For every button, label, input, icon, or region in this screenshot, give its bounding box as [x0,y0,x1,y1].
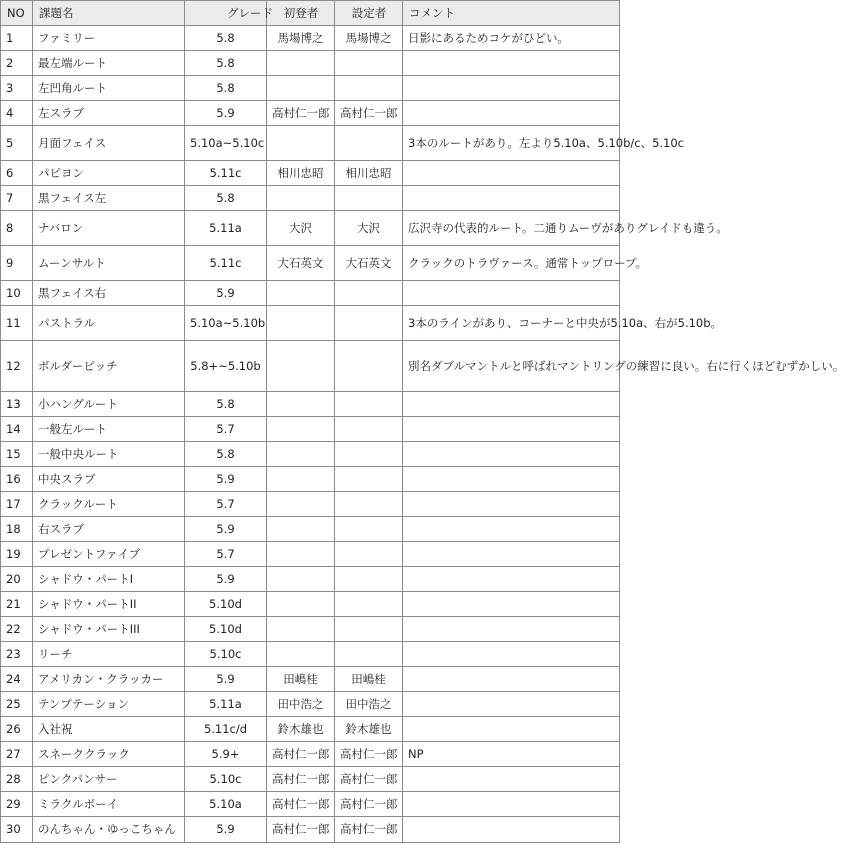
route-grade: 5.10d [185,592,267,617]
route-comment: 日影にあるためコケがひどい。 [403,26,620,51]
route-setter [335,281,403,306]
route-setter [335,617,403,642]
route-no: 28 [1,767,33,792]
route-comment: 広沢寺の代表的ルート。二通りムーヴがありグレイドも違う。 [403,211,620,246]
table-row [1,642,620,667]
route-comment [403,76,620,101]
route-name: リーチ [33,642,185,667]
route-first-ascent: 高村仁一郎 [267,817,335,843]
route-first-ascent: 高村仁一郎 [267,792,335,817]
route-grade: 5.11a [185,211,267,246]
route-grade: 5.11c/d [185,717,267,742]
route-grade: 5.9 [185,517,267,542]
route-first-ascent [267,592,335,617]
route-setter: 大沢 [335,211,403,246]
route-first-ascent [267,417,335,442]
header-first-ascent: 初登者 [267,1,335,26]
route-name: アメリカン・クラッカー [33,667,185,692]
route-first-ascent [267,492,335,517]
route-no: 17 [1,492,33,517]
route-comment [403,492,620,517]
route-name: 一般中央ルート [33,442,185,467]
table-row [1,281,620,306]
header-no: NO [1,1,33,26]
route-grade: 5.9 [185,467,267,492]
route-first-ascent [267,392,335,417]
route-no: 13 [1,392,33,417]
route-grade: 5.9 [185,817,267,843]
route-name: のんちゃん・ゆっこちゃん [33,817,185,843]
route-no: 23 [1,642,33,667]
route-first-ascent [267,51,335,76]
table-row [1,767,620,792]
route-setter [335,51,403,76]
route-comment [403,717,620,742]
route-setter: 高村仁一郎 [335,101,403,126]
route-first-ascent: 鈴木雄也 [267,717,335,742]
route-grade: 5.11a [185,692,267,717]
route-grade: 5.8 [185,51,267,76]
route-no: 10 [1,281,33,306]
table-row [1,101,620,126]
route-first-ascent: 田嶋桂 [267,667,335,692]
route-name: 中央スラブ [33,467,185,492]
route-comment [403,542,620,567]
route-comment [403,567,620,592]
route-comment [403,281,620,306]
route-no: 19 [1,542,33,567]
route-setter [335,567,403,592]
table-header [1,1,620,26]
route-no: 5 [1,126,33,161]
route-no: 21 [1,592,33,617]
route-comment [403,667,620,692]
route-name: テンプテーション [33,692,185,717]
route-no: 25 [1,692,33,717]
table-row [1,567,620,592]
route-no: 15 [1,442,33,467]
route-comment [403,767,620,792]
header-route-name: 課題名 [33,1,185,26]
route-no: 7 [1,186,33,211]
route-name: 右スラブ [33,517,185,542]
route-first-ascent [267,126,335,161]
route-no: 9 [1,246,33,281]
route-grade: 5.10a~5.10b [185,306,267,341]
route-setter [335,542,403,567]
route-no: 22 [1,617,33,642]
table-row [1,186,620,211]
table-row [1,592,620,617]
route-comment [403,617,620,642]
route-grade: 5.9 [185,667,267,692]
route-setter [335,392,403,417]
table-row [1,126,620,161]
route-comment [403,517,620,542]
route-no: 3 [1,76,33,101]
route-no: 20 [1,567,33,592]
route-setter [335,417,403,442]
route-setter [335,442,403,467]
route-no: 26 [1,717,33,742]
route-setter [335,341,403,392]
route-grade: 5.10a~5.10c [185,126,267,161]
route-comment: クラックのトラヴァース。通常トップロープ。 [403,246,620,281]
route-first-ascent: 大石英文 [267,246,335,281]
route-first-ascent [267,467,335,492]
table-body [1,26,844,843]
route-grade: 5.8 [185,26,267,51]
route-no: 2 [1,51,33,76]
route-first-ascent: 高村仁一郎 [267,767,335,792]
route-setter [335,592,403,617]
route-name: ムーンサルト [33,246,185,281]
route-no: 18 [1,517,33,542]
route-first-ascent [267,442,335,467]
route-comment [403,51,620,76]
table-row [1,717,620,742]
route-name: 左スラブ [33,101,185,126]
table-row [1,667,620,692]
route-setter: 馬場博之 [335,26,403,51]
table-row [1,417,620,442]
route-grade: 5.7 [185,492,267,517]
route-setter: 高村仁一郎 [335,817,403,843]
route-name: スネーククラック [33,742,185,767]
route-comment [403,161,620,186]
route-name: 最左端ルート [33,51,185,76]
route-name: 黒フェイス左 [33,186,185,211]
table-row [1,76,620,101]
route-name: 月面フェイス [33,126,185,161]
route-first-ascent [267,567,335,592]
route-comment [403,817,620,843]
route-setter [335,306,403,341]
route-name: プレゼントファイブ [33,542,185,567]
table-row [1,306,620,341]
table-row [1,161,620,186]
route-no: 4 [1,101,33,126]
route-name: ファミリー [33,26,185,51]
route-grade: 5.7 [185,542,267,567]
route-setter: 高村仁一郎 [335,767,403,792]
route-setter: 相川忠昭 [335,161,403,186]
route-setter: 鈴木雄也 [335,717,403,742]
route-comment: 別名ダブルマントルと呼ばれマントリングの練習に良い。右に行くほどむずかしい。 [403,341,620,392]
route-grade: 5.8+~5.10b [185,341,267,392]
route-comment: NP [403,742,620,767]
route-comment [403,186,620,211]
route-first-ascent: 田中浩之 [267,692,335,717]
route-first-ascent: 大沢 [267,211,335,246]
route-no: 12 [1,341,33,392]
route-first-ascent: 馬場博之 [267,26,335,51]
route-no: 24 [1,667,33,692]
route-first-ascent [267,617,335,642]
route-setter [335,517,403,542]
route-grade: 5.8 [185,442,267,467]
table-row [1,442,620,467]
route-grade: 5.10d [185,617,267,642]
header-grade: グレード [185,1,267,26]
route-name: ナバロン [33,211,185,246]
table-row [1,26,620,51]
route-name: パストラル [33,306,185,341]
route-setter [335,76,403,101]
route-no: 8 [1,211,33,246]
table-row [1,742,620,767]
route-grade: 5.11c [185,161,267,186]
route-grade: 5.9 [185,281,267,306]
route-setter: 田嶋桂 [335,667,403,692]
route-grade: 5.9 [185,567,267,592]
header-comment: コメント [403,1,620,26]
route-name: ミラクルボーイ [33,792,185,817]
route-name: 左凹角ルート [33,76,185,101]
table-row [1,246,620,281]
route-grade: 5.8 [185,392,267,417]
route-setter [335,186,403,211]
route-setter [335,126,403,161]
route-first-ascent [267,281,335,306]
table-row [1,467,620,492]
route-no: 27 [1,742,33,767]
route-name: ピンクパンサー [33,767,185,792]
route-no: 11 [1,306,33,341]
route-setter: 高村仁一郎 [335,792,403,817]
table-row [1,211,620,246]
route-comment [403,467,620,492]
route-setter [335,467,403,492]
route-grade: 5.10a [185,792,267,817]
route-comment [403,692,620,717]
route-comment [403,592,620,617]
route-name: クラックルート [33,492,185,517]
route-setter: 田中浩之 [335,692,403,717]
route-grade: 5.7 [185,417,267,442]
route-name: 一般左ルート [33,417,185,442]
route-setter: 高村仁一郎 [335,742,403,767]
route-setter [335,642,403,667]
header-row [1,1,620,26]
route-first-ascent [267,76,335,101]
route-grade: 5.9 [185,101,267,126]
table-row [1,341,620,392]
route-first-ascent [267,186,335,211]
route-grade: 5.10c [185,767,267,792]
table-row [1,492,620,517]
route-comment [403,417,620,442]
route-first-ascent: 相川忠昭 [267,161,335,186]
route-first-ascent: 高村仁一郎 [267,101,335,126]
table-row [1,517,620,542]
route-no: 29 [1,792,33,817]
route-name: シャドウ・パートIII [33,617,185,642]
route-first-ascent [267,306,335,341]
route-setter [335,492,403,517]
route-comment [403,101,620,126]
route-grade: 5.9+ [185,742,267,767]
route-no: 14 [1,417,33,442]
table-row [1,617,620,642]
route-name: シャドウ・パートII [33,592,185,617]
table-row [1,51,620,76]
route-grade: 5.11c [185,246,267,281]
route-first-ascent [267,517,335,542]
route-comment [403,642,620,667]
route-name: 黒フェイス右 [33,281,185,306]
route-comment [403,792,620,817]
route-name: ボルダーピッチ [33,341,185,392]
route-comment: 3本のルートがあり。左より5.10a、5.10b/c、5.10c [403,126,620,161]
route-no: 16 [1,467,33,492]
route-no: 1 [1,26,33,51]
route-setter: 大石英文 [335,246,403,281]
route-no: 6 [1,161,33,186]
route-first-ascent [267,642,335,667]
route-comment [403,442,620,467]
header-setter: 設定者 [335,1,403,26]
table-row [1,792,620,817]
table-row [1,692,620,717]
route-comment: 3本のラインがあり、コーナーと中央が5.10a、右が5.10b。 [403,306,620,341]
route-grade: 5.8 [185,76,267,101]
route-comment [403,392,620,417]
table-row [1,392,620,417]
route-first-ascent: 高村仁一郎 [267,742,335,767]
route-grade: 5.8 [185,186,267,211]
route-first-ascent [267,542,335,567]
route-name: パピヨン [33,161,185,186]
table-row [1,542,620,567]
route-no: 30 [1,817,33,843]
route-name: シャドウ・パートI [33,567,185,592]
table-row [1,817,620,843]
route-name: 小ハングルート [33,392,185,417]
route-grade: 5.10c [185,642,267,667]
route-name: 入社祝 [33,717,185,742]
route-first-ascent [267,341,335,392]
